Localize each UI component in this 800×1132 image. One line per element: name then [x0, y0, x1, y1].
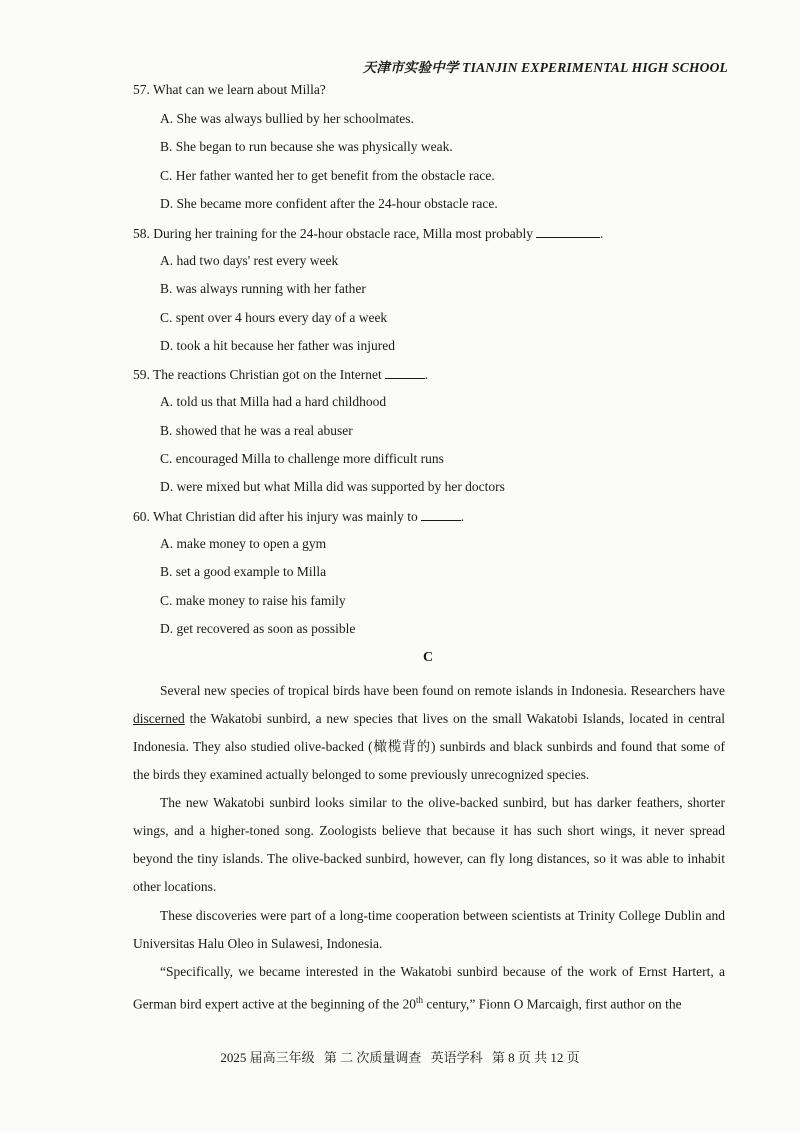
question-59-option-c: C. encouraged Milla to challenge more difficult runs [160, 451, 444, 466]
question-60-option-a: A. make money to open a gym [160, 536, 327, 551]
question-59: 59. The reactions Christian got on the Internet . [133, 367, 429, 382]
question-60-option-c: C. make money to raise his family [160, 593, 346, 608]
question-57-option-d: D. She became more confident after the 24-hour obstacle race. [160, 196, 498, 211]
question-59-stem: 59. The reactions Christian got on the Internet [133, 367, 382, 382]
question-58: 58. During her training for the 24-hour obstacle race, Milla most probably . [133, 226, 604, 241]
footer-page-number: 第 8 页 共 12 页 [491, 1050, 580, 1065]
answer-blank [421, 508, 461, 521]
question-60-stem: 60. What Christian did after his injury was mainly to [133, 509, 418, 524]
answer-blank [385, 366, 425, 379]
passage-paragraph-4 [133, 958, 725, 1019]
passage-paragraph-2: The new Wakatobi sunbird looks similar to the olive-backed sunbird, but has darker feathers, shorter wings, and a higher-toned song. Zoologists believe that because it has such short wings, it never spread beyond the tiny islands. The olive-backed sunbird, however, can fly long distances, so it was able to inhabit other locations. [133, 795, 725, 894]
section-heading: C [423, 650, 434, 665]
page-footer [0, 1047, 800, 1066]
question-58-option-a: A. had two days' rest every week [160, 253, 339, 268]
passage-text: “Specifically, we became interested in the Wakatobi sunbird because of the work of Ernst Hartert, a German bird expert active at the beginning of the 20 [133, 964, 725, 1012]
question-58-stem: 58. During her training for the 24-hour obstacle race, Milla most probably [133, 226, 534, 241]
passage-paragraph-3: These discoveries were part of a long-time cooperation between scientists at Trinity College Dublin and Universitas Halu Oleo in Sulawesi, Indonesia. [133, 908, 725, 951]
question-58-option-c: C. spent over 4 hours every day of a week [160, 310, 388, 325]
question-58-option-b: B. was always running with her father [160, 281, 366, 296]
footer-subject: 英语学科 [430, 1050, 483, 1065]
footer-exam: 第 二 次质量调查 [323, 1050, 422, 1065]
question-57-stem: 57. What can we learn about Milla? [133, 82, 326, 97]
question-59-option-b: B. showed that he was a real abuser [160, 423, 353, 438]
superscript: th [416, 995, 424, 1005]
answer-blank [536, 225, 600, 238]
question-60-option-d: D. get recovered as soon as possible [160, 621, 356, 636]
passage-text: Several new species of tropical birds have been found on remote islands in Indonesia. Researchers have [160, 683, 725, 698]
question-60-option-b: B. set a good example to Milla [160, 564, 327, 579]
question-59-option-a: A. told us that Milla had a hard childhood [160, 394, 387, 409]
footer-grade: 2025 届高三年级 [220, 1050, 315, 1065]
passage-text: the Wakatobi sunbird, a new species that lives on the small Wakatobi Islands, located in central Indonesia. They also studied olive-backed (橄榄背的) sunbirds and black sunbirds and found that some of the birds they examined actually belonged to some previously unrecognized species. [133, 711, 725, 782]
question-58-option-d: D. took a hit because her father was injured [160, 338, 396, 353]
passage-text: century,” Fionn O Marcaigh, first author on the [423, 996, 682, 1012]
question-59-option-d: D. were mixed but what Milla did was supported by her doctors [160, 479, 505, 494]
passage-paragraph-1 [133, 677, 725, 789]
question-57-option-c: C. Her father wanted her to get benefit from the obstacle race. [160, 168, 495, 183]
question-57-option-b: B. She began to run because she was physically weak. [160, 139, 453, 154]
school-header: 天津市实验中学 TIANJIN EXPERIMENTAL HIGH SCHOOL [362, 60, 728, 75]
underlined-word: discerned [133, 711, 185, 726]
question-57-option-a: A. She was always bullied by her schoolmates. [160, 111, 414, 126]
question-60: 60. What Christian did after his injury was mainly to . [133, 509, 465, 524]
